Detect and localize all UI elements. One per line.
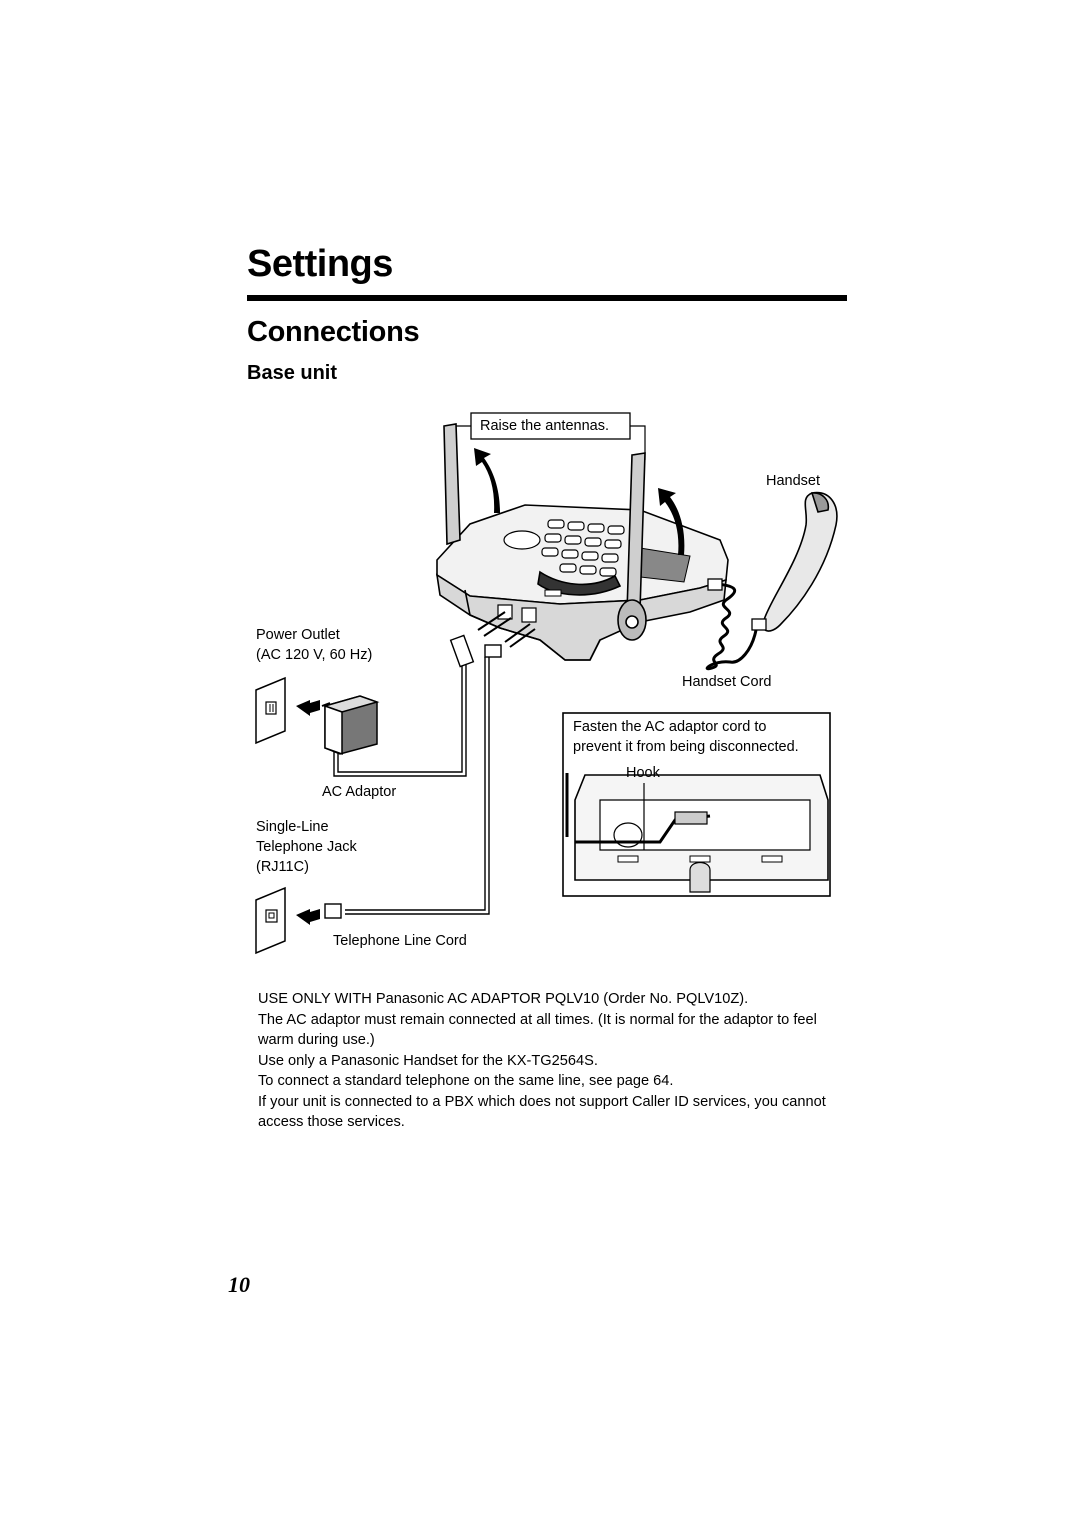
note-adaptor-model: USE ONLY WITH Panasonic AC ADAPTOR PQLV10 (Order No. PQLV10Z). bbox=[258, 991, 749, 1007]
dc-plug bbox=[451, 635, 474, 666]
jack-label-line3: (RJ11C) bbox=[256, 859, 309, 875]
ac-adaptor-label: AC Adaptor bbox=[322, 784, 397, 800]
usage-notes bbox=[258, 989, 854, 1133]
line-cord-modular-plug bbox=[325, 904, 341, 918]
cord-plug-handset bbox=[752, 619, 766, 630]
telephone-jack-icon bbox=[256, 888, 285, 953]
fasten-note-line1: Fasten the AC adaptor cord to bbox=[573, 719, 767, 735]
ac-adaptor-icon bbox=[322, 696, 377, 754]
note-adaptor-connected: The AC adaptor must remain connected at all times. (It is normal for the adaptor to feel warm during use.) bbox=[258, 1011, 817, 1048]
handset-label: Handset bbox=[766, 473, 821, 489]
cord-plug-base bbox=[708, 579, 722, 590]
outlet-arrow bbox=[296, 700, 320, 716]
jack-arrow bbox=[296, 909, 320, 925]
telephone-line-cord-label: Telephone Line Cord bbox=[333, 933, 467, 949]
section-heading: Connections bbox=[247, 316, 420, 348]
jack-label-line2: Telephone Jack bbox=[256, 839, 357, 855]
raise-antennas-label: Raise the antennas. bbox=[480, 418, 609, 434]
page-title: Settings bbox=[247, 243, 393, 285]
hook-label: Hook bbox=[626, 765, 660, 781]
note-standard-telephone: To connect a standard telephone on the same line, see page 64. bbox=[258, 1073, 674, 1089]
modular-plug-base bbox=[485, 645, 501, 657]
power-outlet-rating-label: (AC 120 V, 60 Hz) bbox=[256, 647, 373, 663]
note-handset: Use only a Panasonic Handset for the KX-TG2564S. bbox=[258, 1052, 598, 1069]
jack-label-line1: Single-Line bbox=[256, 819, 329, 835]
handset-cord-label: Handset Cord bbox=[682, 674, 772, 690]
handset-illustration bbox=[763, 493, 837, 631]
fasten-note-line2: prevent it from being disconnected. bbox=[573, 739, 799, 755]
note-pbx: If your unit is connected to a PBX which does not support Caller ID services, you cannot access those services. bbox=[258, 1093, 826, 1130]
subsection-heading: Base unit bbox=[247, 362, 338, 384]
power-outlet-label: Power Outlet bbox=[256, 627, 340, 643]
page-number: 10 bbox=[228, 1272, 250, 1297]
callout-leader-left bbox=[455, 426, 471, 440]
power-outlet-icon bbox=[256, 678, 285, 743]
